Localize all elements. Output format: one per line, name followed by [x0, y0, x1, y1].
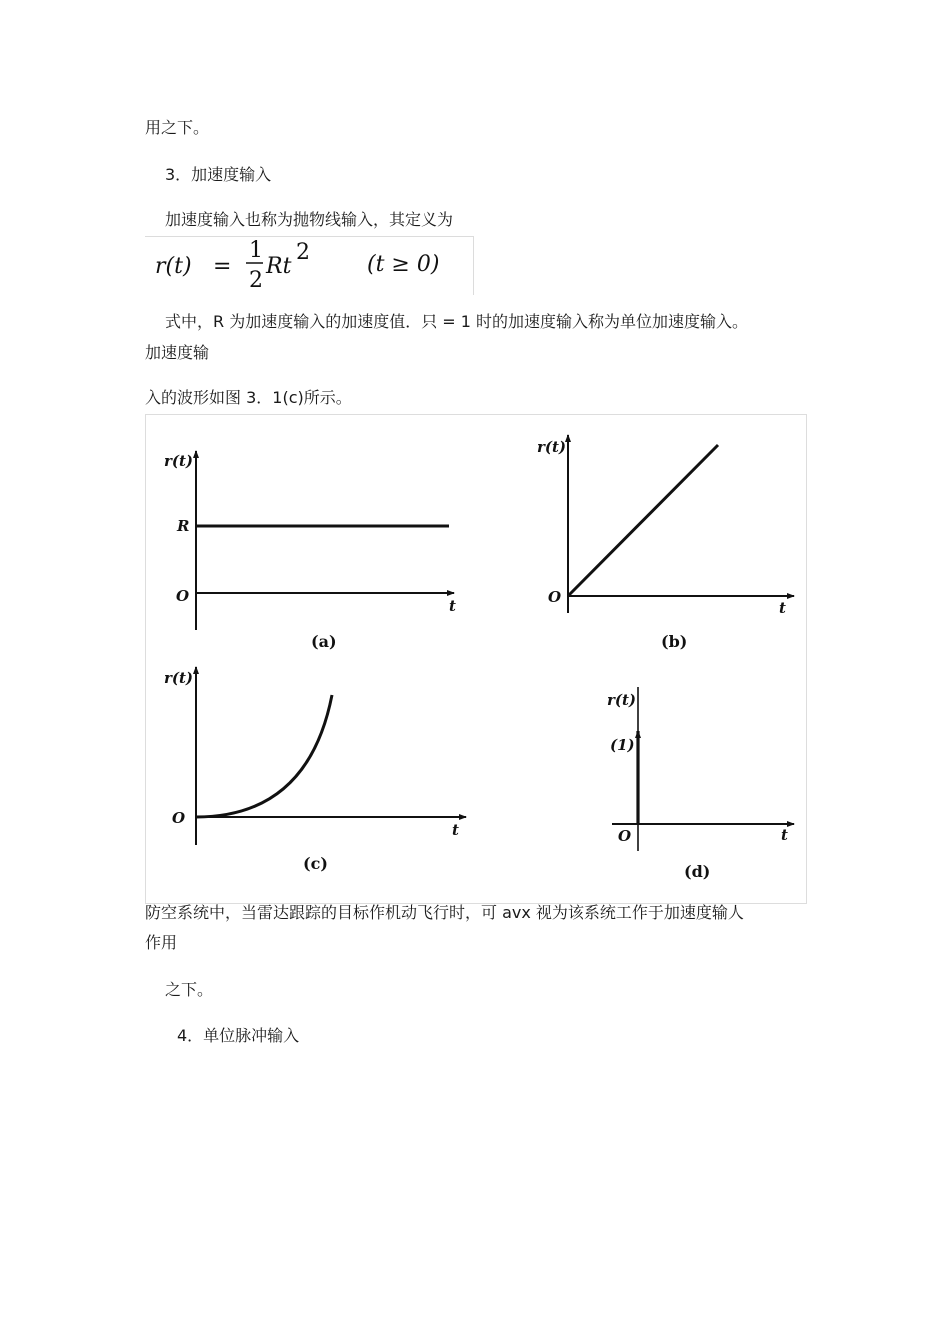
formula-exponent: 2 — [296, 240, 310, 265]
figure-input-waveforms — [145, 414, 807, 904]
level-label: R — [177, 517, 190, 535]
paragraph-text: 加速度输 — [145, 343, 210, 362]
formula-rt: Rt — [266, 254, 292, 279]
paragraph-text: 加速度输入也称为抛物线输入，其定义为 — [165, 210, 454, 229]
impulse-label: (1) — [610, 736, 635, 754]
panel-caption: (b) — [661, 632, 688, 651]
acceleration-formula — [145, 236, 474, 295]
x-axis-label: t — [781, 826, 788, 844]
formula-condition: (t ≥ 0) — [367, 252, 440, 277]
paragraph-text: 作用 — [145, 933, 178, 952]
x-axis-label: t — [449, 597, 456, 615]
panel-d-impulse — [607, 687, 794, 881]
y-axis-label: r(t) — [607, 691, 637, 709]
panel-b-ramp — [537, 435, 794, 651]
origin-label: O — [618, 827, 632, 845]
parabola-curve — [196, 695, 332, 817]
panel-caption: (a) — [311, 632, 337, 651]
formula-lhs: r(t) — [155, 254, 192, 279]
y-axis-label: r(t) — [164, 669, 194, 687]
panel-caption: (d) — [684, 862, 711, 881]
origin-label: O — [548, 588, 562, 606]
x-axis-label: t — [452, 821, 459, 839]
paragraph-text: 之下。 — [165, 980, 214, 999]
section-heading-3: 3．加速度输入 — [165, 165, 272, 184]
paragraph-text: 入的波形如图 3．1(c)所示。 — [145, 388, 352, 407]
paragraph-text: 用之下。 — [145, 118, 210, 137]
paragraph-text: 式中，R 为加速度输入的加速度值．只 = 1 时的加速度输入称为单位加速度输入。 — [165, 312, 749, 331]
y-axis-label: r(t) — [164, 452, 194, 470]
panel-caption: (c) — [303, 854, 328, 873]
panel-a-step — [164, 451, 456, 651]
origin-label: O — [172, 809, 186, 827]
section-heading-4: 4．单位脉冲输入 — [177, 1026, 300, 1045]
formula-numerator: 1 — [249, 238, 263, 263]
x-axis-label: t — [779, 599, 786, 617]
origin-label: O — [176, 587, 190, 605]
formula-denominator: 2 — [249, 268, 263, 293]
ramp-line — [568, 445, 718, 596]
y-axis-label: r(t) — [537, 438, 567, 456]
paragraph-text: 防空系统中，当雷达跟踪的目标作机动飞行时，可 avx 视为该系统工作于加速度输人 — [145, 903, 744, 922]
panel-c-parabola — [164, 667, 466, 873]
formula-equals: = — [213, 254, 232, 279]
